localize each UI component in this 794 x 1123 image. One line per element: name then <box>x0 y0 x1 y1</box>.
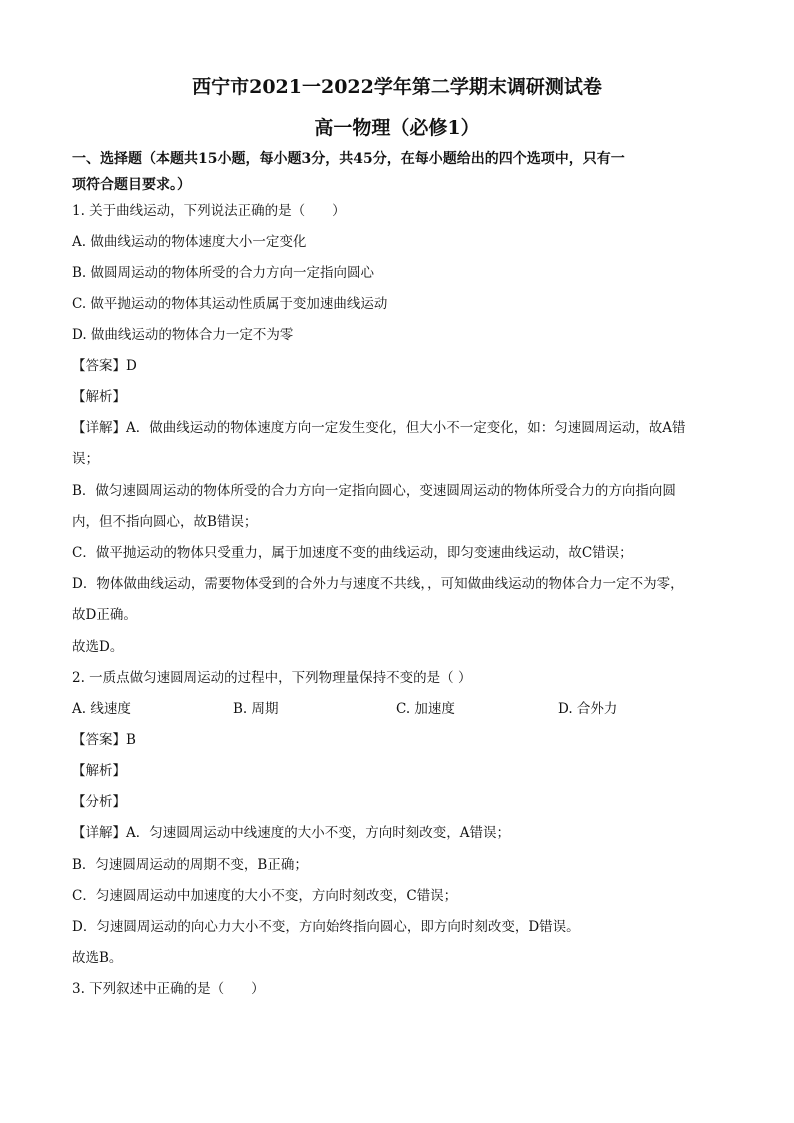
q1-option-b: B. 做圆周运动的物体所受的合力方向一定指向圆心 <box>72 265 375 281</box>
q2-stem: 2. 一质点做匀速圆周运动的过程中，下列物理量保持不变的是（ ） <box>72 670 472 686</box>
q2-option-c: C. 加速度 <box>396 701 455 717</box>
q1-choice: 故选D。 <box>72 639 124 655</box>
q1-detail-line: 内，但不指向圆心，故B错误； <box>72 514 258 530</box>
q2-detail-line: C．匀速圆周运动中加速度的大小不变，方向时刻改变，C错误； <box>72 888 458 904</box>
q1-detail-line: D．物体做曲线运动，需要物体受到的合外力与速度不共线，，可知做曲线运动的物体合力一定不为零， <box>72 576 684 592</box>
q1-detail-line: 误； <box>72 451 99 467</box>
q3-stem: 3. 下列叙述中正确的是（ ） <box>72 981 265 997</box>
q1-option-a: A. 做曲线运动的物体速度大小一定变化 <box>72 234 307 250</box>
q1-analysis-label: 【解析】 <box>72 389 126 405</box>
q2-analysis-label: 【解析】 <box>72 763 126 779</box>
q1-detail-line: 故D正确。 <box>72 607 137 623</box>
q1-detail-line: 【详解】A．做曲线运动的物体速度方向一定发生变化，但大小不一定变化，如：匀速圆周运动，故A错 <box>72 420 686 436</box>
q2-breakdown-label: 【分析】 <box>72 794 126 810</box>
q1-detail-line: C．做平抛运动的物体只受重力，属于加速度不变的曲线运动，即匀变速曲线运动，故C错误； <box>72 545 633 561</box>
q2-answer: 【答案】B <box>72 732 136 748</box>
q2-choice: 故选B。 <box>72 950 123 966</box>
q2-detail-line: B．匀速圆周运动的周期不变，B正确； <box>72 857 308 873</box>
q2-option-b: B. 周期 <box>233 701 279 717</box>
q1-answer: 【答案】D <box>72 358 137 374</box>
q2-detail-line: D．匀速圆周运动的向心力大小不变，方向始终指向圆心，即方向时刻改变，D错误。 <box>72 919 580 935</box>
q2-detail-line: 【详解】A．匀速圆周运动中线速度的大小不变，方向时刻改变，A错误； <box>72 825 510 841</box>
q2-option-d: D. 合外力 <box>558 701 618 717</box>
q1-detail-line: B．做匀速圆周运动的物体所受的合力方向一定指向圆心，变速圆周运动的物体所受合力的方向指向圆 <box>72 483 676 499</box>
q1-stem: 1. 关于曲线运动，下列说法正确的是（ ） <box>72 203 346 219</box>
exam-subtitle: 高一物理（必修1） <box>314 117 480 139</box>
section-heading-line2: 项符合题目要求。） <box>72 177 191 193</box>
q1-option-c: C. 做平抛运动的物体其运动性质属于变加速曲线运动 <box>72 296 388 312</box>
q2-option-a: A. 线速度 <box>72 701 131 717</box>
q1-option-d: D. 做曲线运动的物体合力一定不为零 <box>72 327 294 343</box>
section-heading-line1: 一、选择题（本题共15小题，每小题3分，共45分，在每小题给出的四个选项中，只有一 <box>72 151 625 167</box>
exam-title: 西宁市2021一2022学年第二学期末调研测试卷 <box>192 76 602 98</box>
